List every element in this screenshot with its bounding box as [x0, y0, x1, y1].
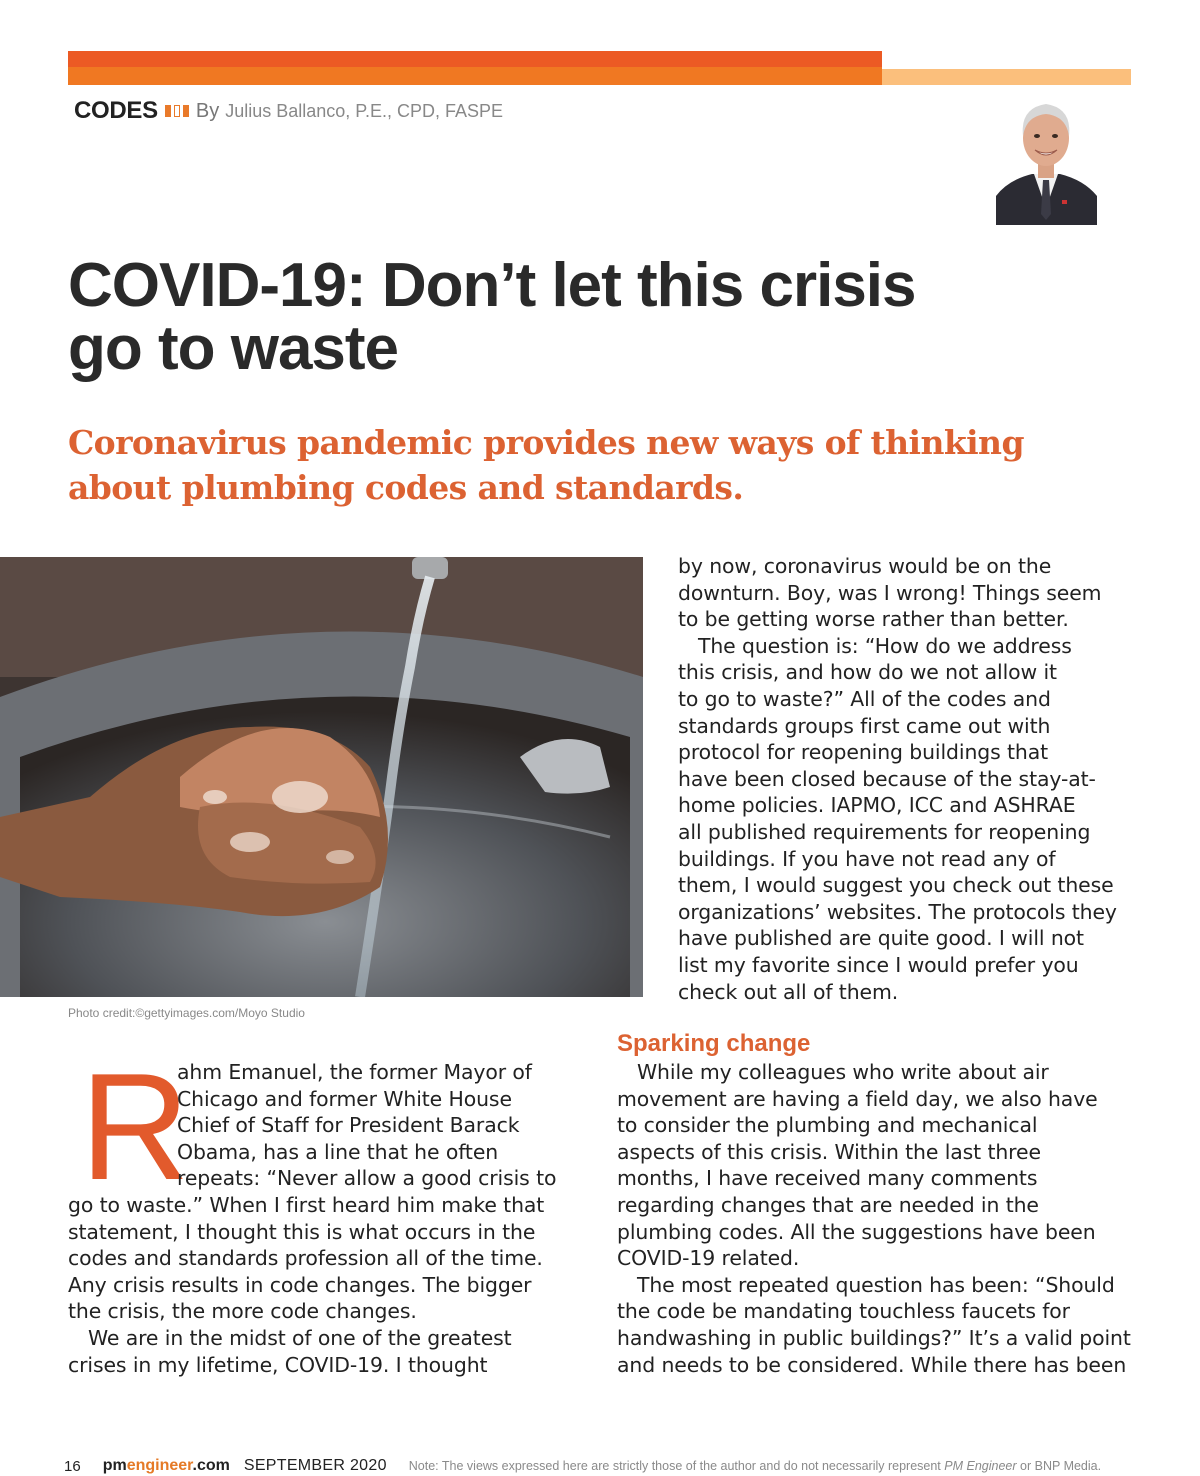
article-column-left [68, 1042, 588, 1378]
section-label: CODES [74, 97, 158, 124]
article-text-line: this crisis, and how do we not allow it [678, 660, 1057, 685]
header-color-bar-light [882, 69, 1131, 85]
article-text-line: to consider the plumbing and mechanical [617, 1113, 1038, 1138]
article-text-line: handwashing in public buildings?” It’s a valid point [617, 1325, 1131, 1350]
disclaimer-text: Note: The views expressed here are strictly those of the author and do not necessarily represent [408, 1459, 941, 1473]
article-text-line: Obama, has a line that he often [177, 1139, 499, 1164]
article-text-line: crises in my lifetime, COVID-19. I thought [68, 1352, 488, 1377]
article-text-line: protocol for reopening buildings that [678, 740, 1049, 765]
header-color-bar [68, 51, 882, 85]
article-text-line: them, I would suggest you check out these [678, 873, 1114, 898]
article-text-line: home policies. IAPMO, ICC and ASHRAE [678, 793, 1076, 818]
article-text-line: codes and standards profession all of the time. [68, 1246, 543, 1271]
section-heading: Sparking change [617, 1030, 811, 1057]
article-text-line: to go to waste?” All of the codes and [678, 686, 1051, 711]
author-headshot [996, 96, 1097, 225]
article-text-line: aspects of this crisis. Within the last three [617, 1139, 1041, 1164]
article-title [68, 251, 1028, 383]
site-com: .com [192, 1457, 230, 1474]
article-subtitle-line: Coronavirus pandemic provides new ways of thinking [68, 423, 1024, 462]
disclaimer-note [409, 1459, 1101, 1473]
issue-date: SEPTEMBER 2020 [243, 1457, 387, 1474]
handwashing-photo [0, 557, 643, 997]
article-text-line: Any crisis results in code changes. The bigger [68, 1272, 532, 1297]
article-text-line: standards groups first came out with [678, 713, 1051, 738]
article-title-line: go to waste [68, 314, 399, 383]
article-text-line: go to waste.” When I first heard him make that [68, 1192, 545, 1217]
byline-by: By [195, 99, 220, 122]
article-text-line: buildings. If you have not read any of [678, 846, 1056, 871]
photo-credit: Photo credit:©gettyimages.com/Moyo Studio [68, 1006, 305, 1020]
article-column-top-right [678, 553, 1148, 1005]
article-column-right [617, 1059, 1157, 1378]
article-text-line: months, I have received many comments [617, 1166, 1038, 1191]
drop-cap: R [80, 1042, 190, 1212]
article-text-line: list my favorite since I would prefer you [678, 952, 1079, 977]
byline [74, 96, 503, 126]
article-text-line: repeats: “Never allow a good crisis to [177, 1166, 557, 1191]
page-footer [64, 1456, 1101, 1476]
disclaimer-text-end: or BNP Media. [1020, 1459, 1102, 1473]
site-link[interactable] [103, 1457, 230, 1475]
article-text-line: While my colleagues who write about air [637, 1060, 1049, 1084]
article-subtitle [68, 420, 1088, 510]
article-text-line: movement are having a field day, we also have [617, 1086, 1098, 1111]
article-text-line: have published are quite good. I will not [678, 926, 1084, 951]
article-text-line: The question is: “How do we address [698, 633, 1072, 658]
page-number: 16 [64, 1457, 81, 1475]
article-title-line: COVID-19: Don’t let this crisis [68, 251, 916, 320]
article-text-line: statement, I thought this is what occurs in the [68, 1219, 536, 1244]
article-text-line: check out all of them. [678, 979, 899, 1004]
article-text-line: to be getting worse rather than better. [678, 607, 1069, 632]
author-name: Julius Ballanco, P.E., CPD, FASPE [225, 100, 503, 121]
publication-name: PM Engineer [944, 1459, 1017, 1473]
article-text-line: plumbing codes. All the suggestions have been [617, 1219, 1096, 1244]
article-subtitle-line: about plumbing codes and standards. [68, 468, 744, 507]
article-text-line: regarding changes that are needed in the [617, 1192, 1039, 1217]
article-text-line: have been closed because of the stay-at- [678, 766, 1096, 791]
article-text-line: by now, coronavirus would be on the [678, 554, 1052, 578]
article-text-line: Chief of Staff for President Barack [177, 1113, 520, 1138]
article-text-line: and needs to be considered. While there has been [617, 1352, 1127, 1377]
article-text-line: all published requirements for reopening [678, 819, 1091, 844]
article-text-line: Chicago and former White House [177, 1086, 512, 1111]
article-text-line: downturn. Boy, was I wrong! Things seem [678, 580, 1102, 605]
article-text-line: ahm Emanuel, the former Mayor of [177, 1060, 532, 1084]
article-text-line: organizations’ websites. The protocols they [678, 899, 1117, 924]
article-text-line: COVID-19 related. [617, 1246, 800, 1271]
article-text-line: We are in the midst of one of the greatest [88, 1325, 512, 1350]
article-text-line: the code be mandating touchless faucets for [617, 1299, 1070, 1324]
article-text-line: the crisis, the more code changes. [68, 1299, 417, 1324]
site-engineer: engineer [126, 1457, 193, 1474]
section-bars-icon [165, 105, 189, 117]
article-text-line: The most repeated question has been: “Should [637, 1272, 1115, 1297]
site-pm: pm [102, 1457, 127, 1474]
